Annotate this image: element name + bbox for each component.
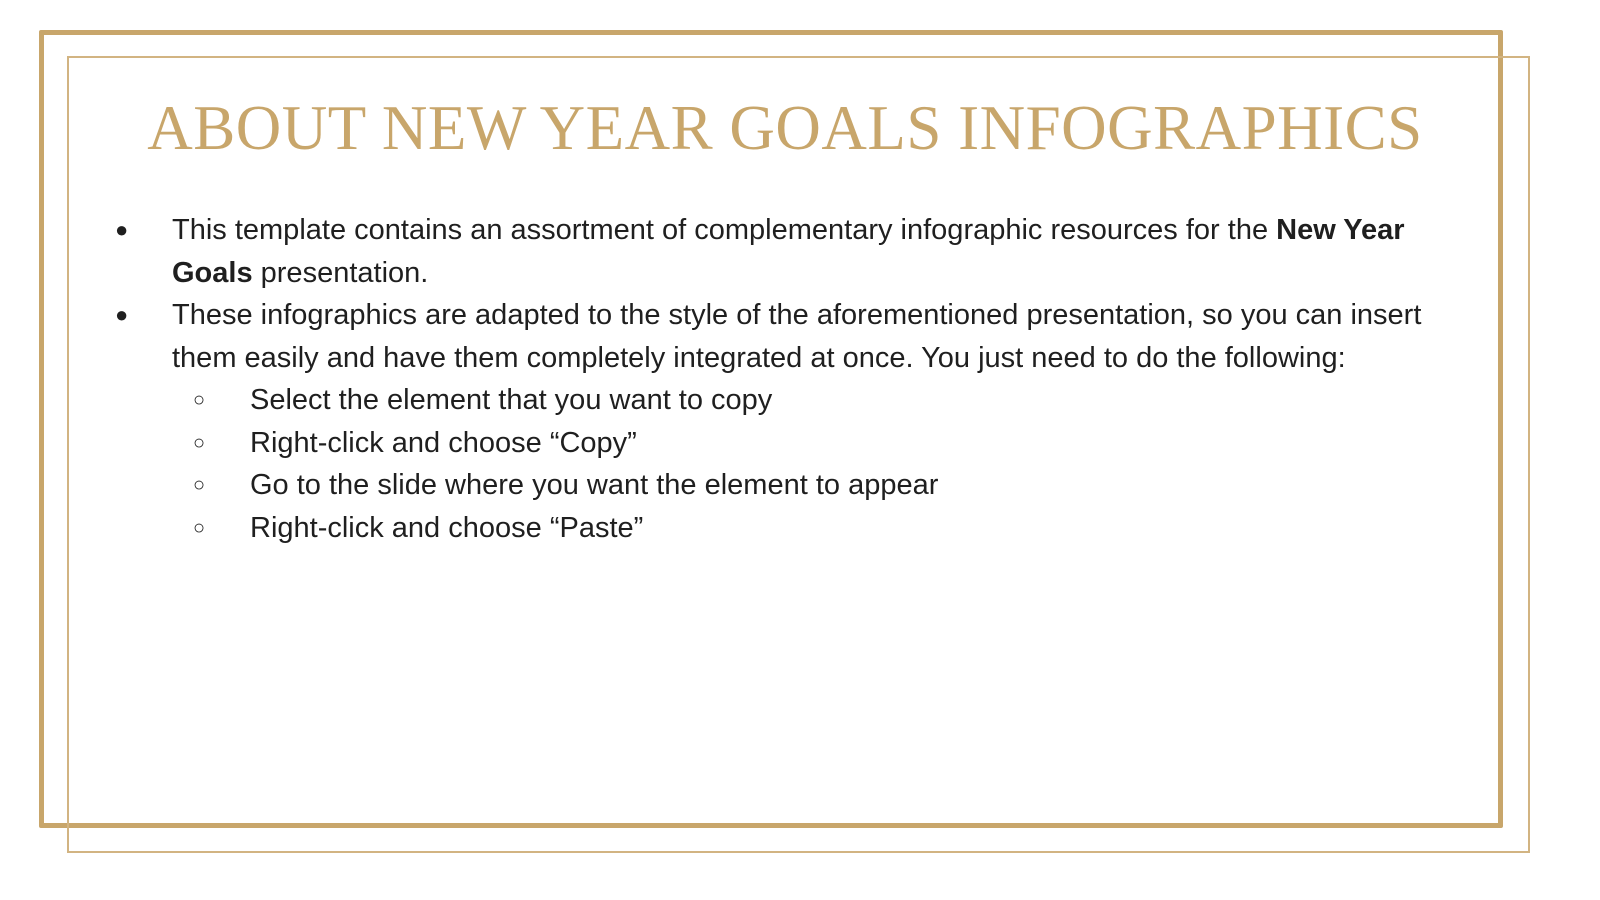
sub-bullet-text: Right-click and choose “Paste”	[250, 511, 644, 544]
hollow-circle-icon: ○	[193, 474, 206, 496]
slide-body	[0, 209, 1600, 549]
bullet-item-2	[0, 294, 1482, 379]
sub-bullet-item-1	[0, 379, 1600, 422]
bullet-dot-icon: ●	[115, 217, 129, 242]
hollow-circle-icon: ○	[193, 431, 206, 454]
sub-bullet-text: Go to the slide where you want the element to appear	[250, 469, 939, 501]
sub-bullet-text: Select the element that you want to copy	[250, 384, 773, 416]
hollow-circle-icon: ○	[193, 389, 206, 411]
bullet-text-bold: New Year Goals	[172, 214, 1405, 289]
bullet-dot-icon: ●	[115, 302, 129, 327]
hollow-circle-icon: ○	[193, 516, 206, 539]
sub-bullet-item-3	[0, 464, 1600, 507]
bullet-text-after: presentation.	[252, 256, 429, 289]
bullet-item-1	[0, 209, 1482, 294]
sub-bullet-item-4	[0, 507, 1600, 550]
sub-bullet-text: Right-click and choose “Copy”	[250, 426, 637, 459]
slide-title: ABOUT NEW YEAR GOALS INFOGRAPHICS	[147, 93, 1423, 163]
bullet-text-before: This template contains an assortment of complementary infographic resources for the	[172, 214, 1277, 246]
sub-bullet-item-2	[0, 422, 1600, 465]
bullet-text: These infographics are adapted to the style of the aforementioned presentation, so you can insert them easily and have them completely integrated at once. You just need to do the following:	[172, 299, 1422, 374]
